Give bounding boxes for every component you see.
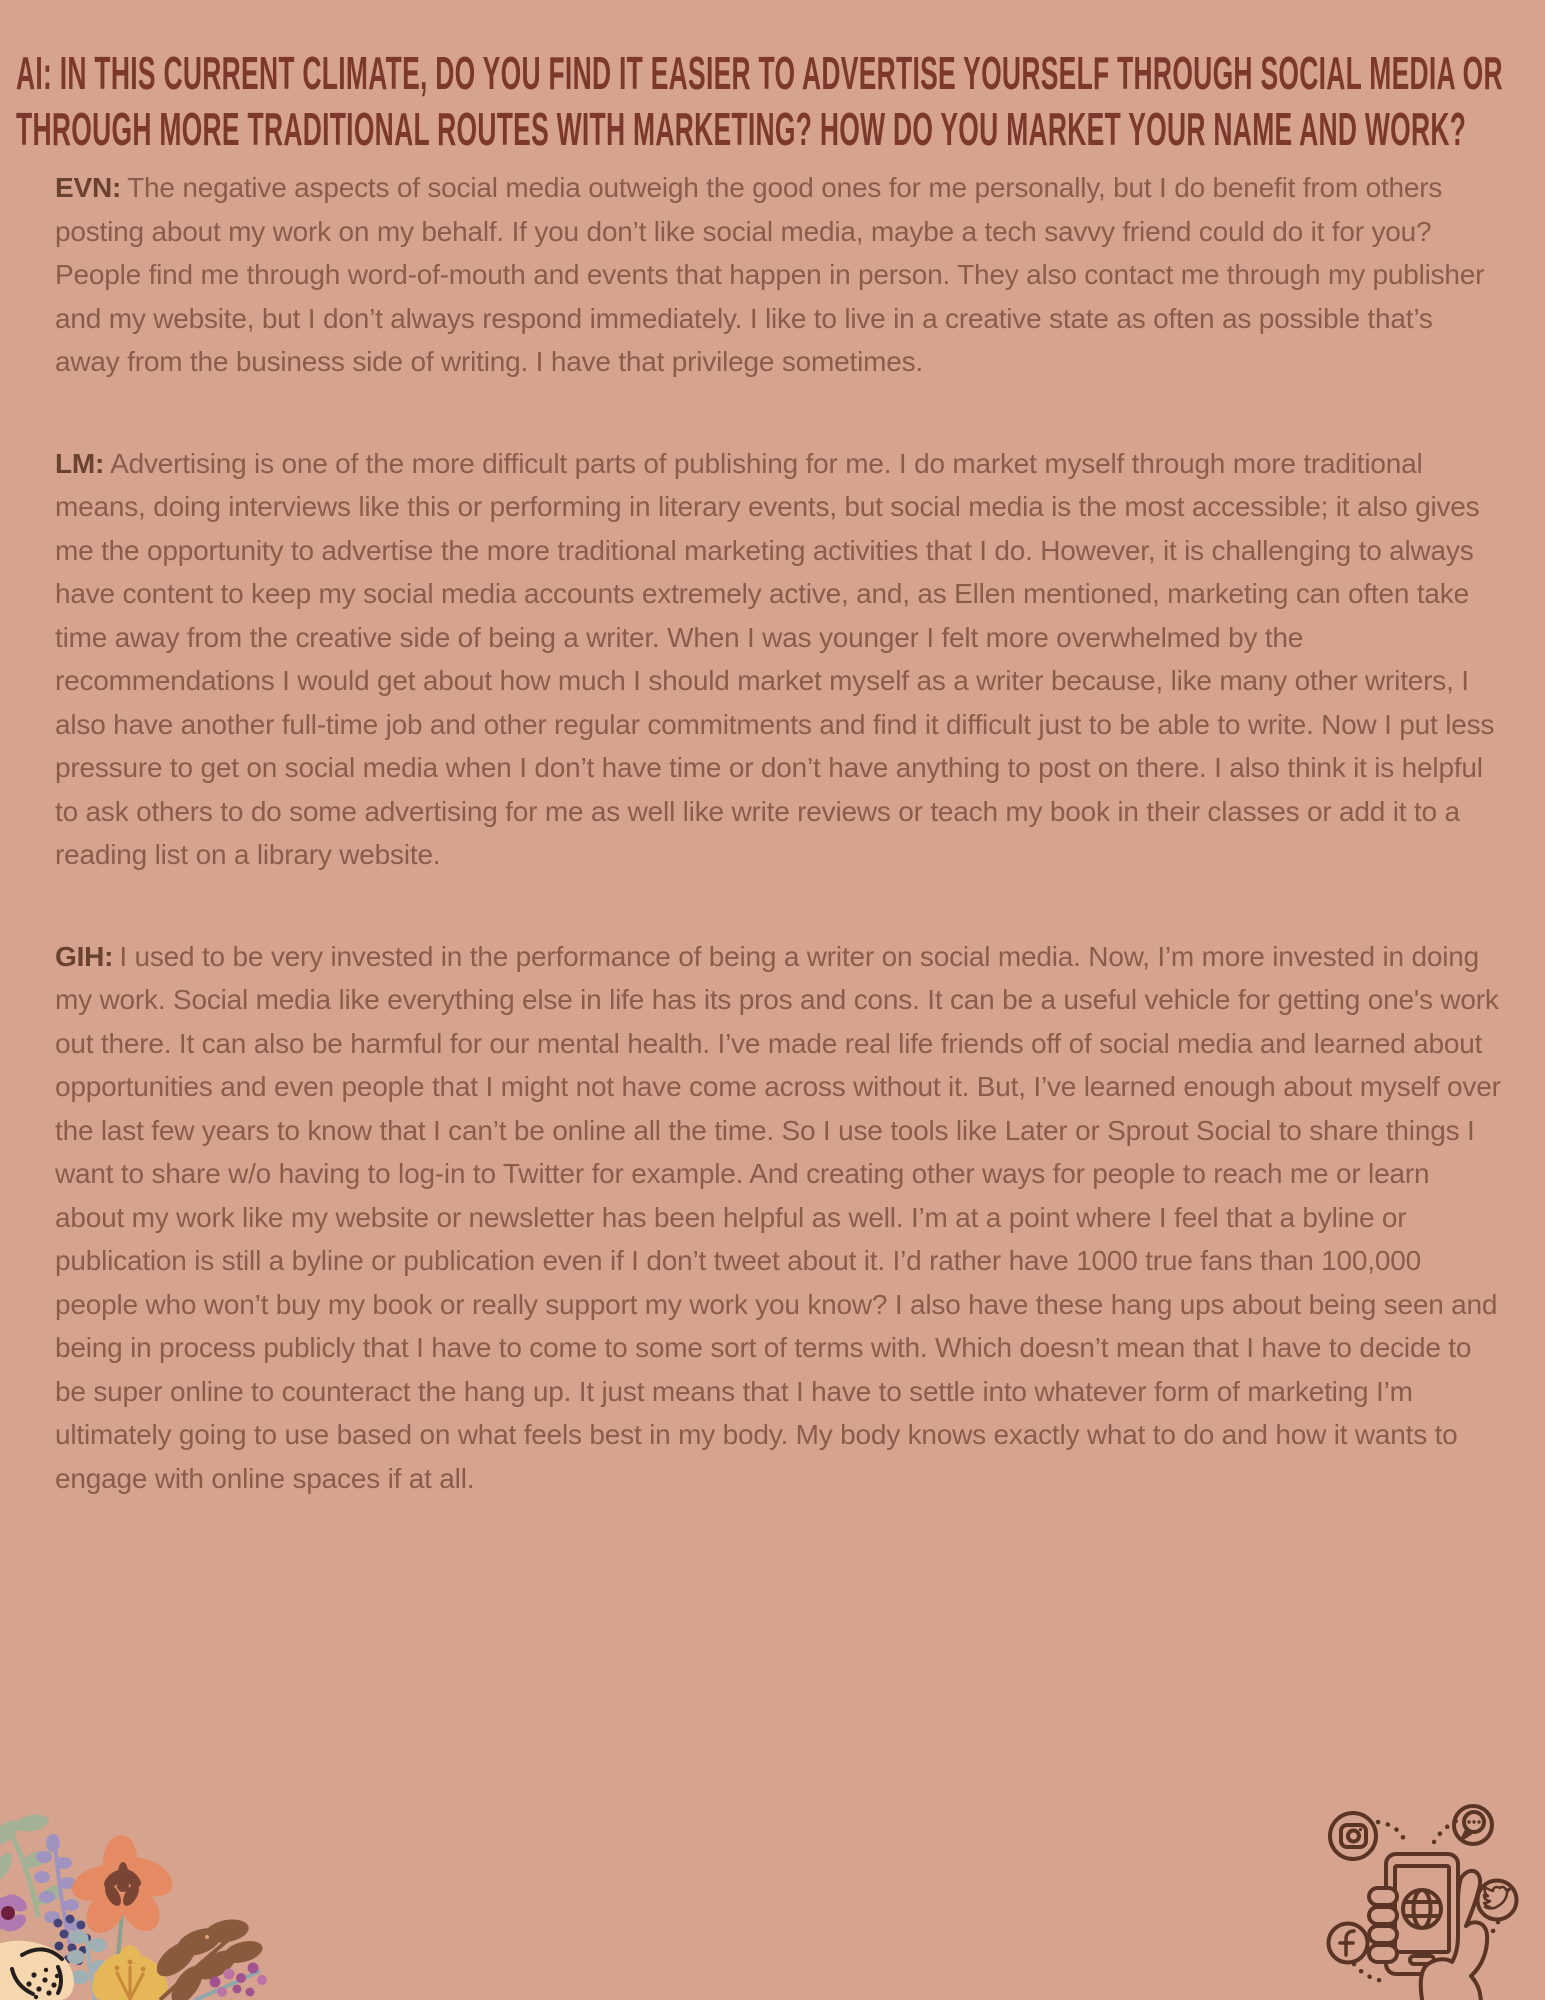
floral-corner-illustration (0, 1785, 340, 2000)
answer-evn (55, 166, 1503, 384)
answer-lm (55, 442, 1503, 877)
answer-text-lm: Advertising is one of the more difficult parts of publishing for me. I do market myself through more traditional means, doing interviews like this or performing in literary events, but social media is the most accessible; it also gives me the opportunity to advertise the more traditional marketing activities that I do. However, it is challenging to always have content to keep my social media accounts extremely active, and, as Ellen mentioned, marketing can often take time away from the creative side of being a writer. When I was younger I felt more overwhelmed by the recommendations I would get about how much I should market myself as a writer because, like many other writers, I also have another full-time job and other regular commitments and find it difficult just to be able to write. Now I put less pressure to get on social media when I don’t have time or don’t have anything to post on there. I also think it is helpful to ask others to do some advertising for me as well like write reviews or teach my book in their classes or add it to a reading list on a library website. (55, 447, 1495, 870)
speaker-label-gih: GIH: (55, 940, 114, 972)
speaker-label-lm: LM: (55, 447, 105, 479)
social-media-phone-illustration (1275, 1750, 1545, 2000)
answer-text-gih: I used to be very invested in the performance of being a writer on social media. Now, I’m more invested in doing my work. Social media like everything else in life has its pros and cons. It can be a useful vehicle for getting one's work out there. It can also be harmful for our mental health. I’ve made real life friends off of social media and learned about opportunities and even people that I might not have come across without it. But, I’ve learned enough about myself over the last few years to know that I can’t be online all the time. So I use tools like Later or Sprout Social to share things I want to share w/o having to log-in to Twitter for example. And creating other ways for people to reach me or learn about my work like my website or newsletter has been helpful as well. I’m at a point where I feel that a byline or publication is still a byline or publication even if I don’t tweet about it. I’d rather have 1000 true fans than 100,000 people who won’t buy my book or really support my work you know? I also have these hang ups about being seen and being in process publicly that I have to come to some sort of terms with. Which doesn’t mean that I have to decide to be super online to counteract the hang up. It just means that I have to settle into whatever form of marketing I’m ultimately going to use based on what feels best in my body. My body knows exactly what to do and how it wants to engage with online spaces if at all. (55, 940, 1501, 1494)
page-title (16, 45, 1536, 157)
chat-bubble-icon (1454, 1806, 1492, 1844)
twitter-icon (1478, 1881, 1517, 1920)
speaker-label-evn: EVN: (55, 172, 122, 203)
instagram-icon (1330, 1813, 1376, 1859)
fingers (1369, 1888, 1397, 1962)
globe-icon (1403, 1890, 1441, 1928)
cream-flower (0, 1941, 74, 2000)
answer-gih (55, 935, 1503, 1501)
interview-answers (55, 166, 1503, 1558)
answer-text-evn: The negative aspects of social media outweigh the good ones for me personally, but I do benefit from others posting about my work on my behalf. If you don’t like social media, maybe a tech savvy friend could do it for you? People find me through word-of-mouth and events that happen in person. They also contact me through my publisher and my website, but I don’t always respond immediately. I like to live in a creative state as often as possible that’s away from the business side of writing. I have that privilege sometimes. (55, 172, 1485, 377)
purple-flower (0, 1891, 30, 1935)
interview-question: AI: IN THIS CURRENT CLIMATE, DO YOU FIND IT EASIER TO ADVERTISE YOURSELF THROUGH SOCIAL MEDIA OR THROUGH MORE TRADITIONAL ROUTES WITH MARKETING? HOW DO YOU MARKET YOUR NAME AND WORK? (16, 47, 1503, 156)
facebook-icon (1329, 1924, 1368, 1963)
